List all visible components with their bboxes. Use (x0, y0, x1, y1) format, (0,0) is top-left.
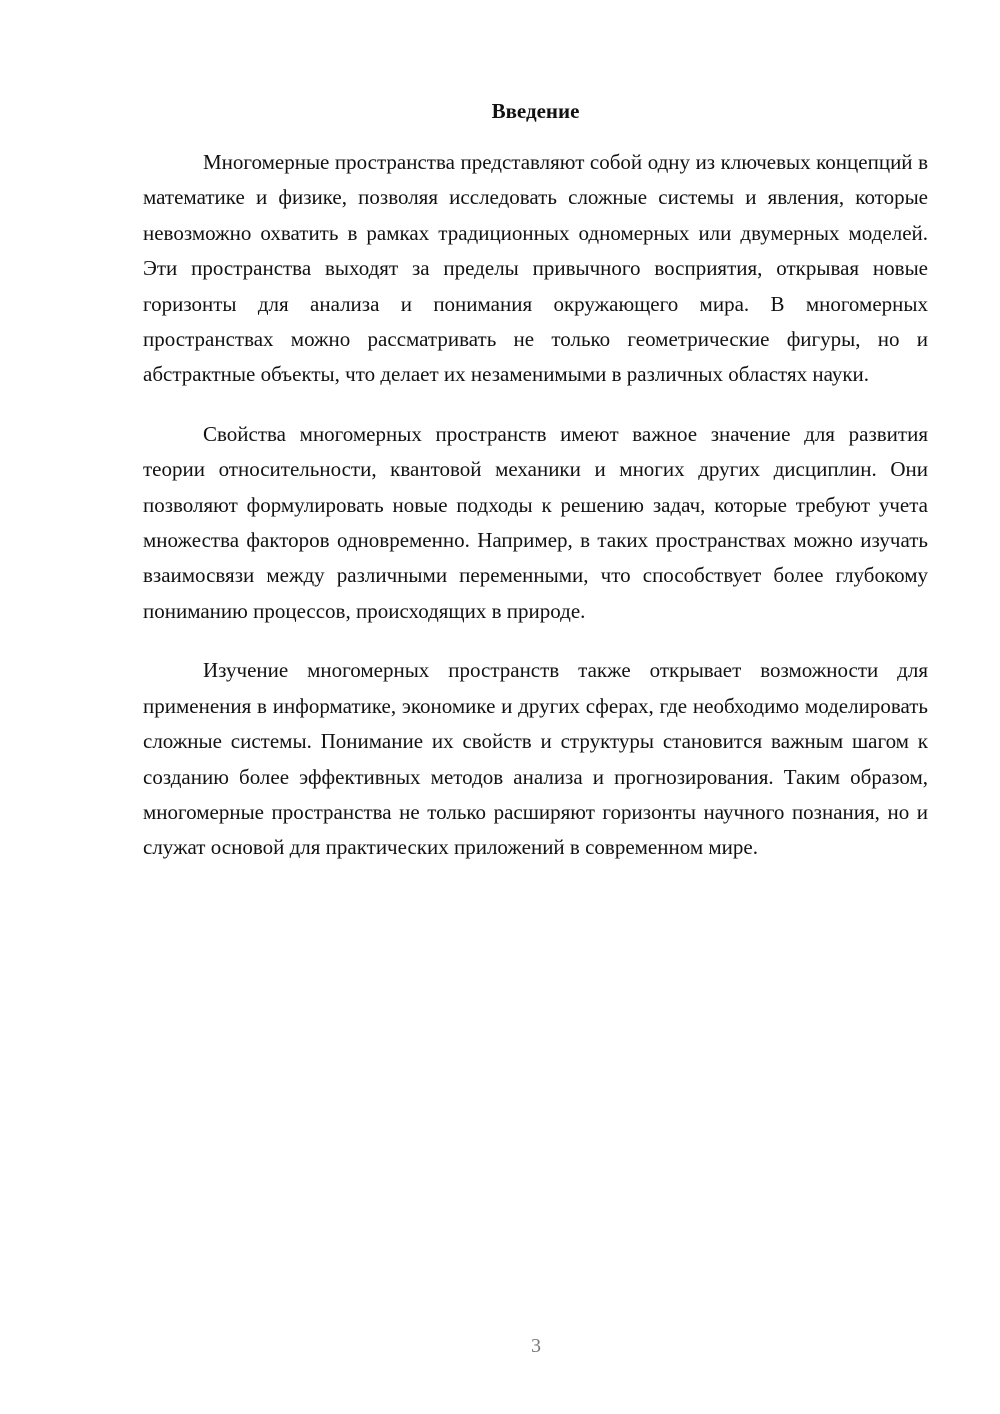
paragraph-1: Многомерные пространства представляют собой одну из ключевых концепций в математике и физике, позволяя исследовать сложные системы и явления, которые невозможно охватить в рамках традиционных одномерных или двумерных моделей. Эти пространства выходят за пределы привычного восприятия, открывая новые горизонты для анализа и понимания окружающего мира. В многомерных пространствах можно рассматривать не только геометрические фигуры, но и абстрактные объекты, что делает их незаменимыми в различных областях науки. (143, 150, 928, 387)
section-title: Введение (491, 99, 580, 123)
paragraph-2: Свойства многомерных пространств имеют важное значение для развития теории относительности, квантовой механики и многих других дисциплин. Они позволяют формулировать новые подходы к решению задач, которые требуют учета множества факторов одновременно. Например, в таких пространствах можно изучать взаимосвязи между различными переменными, что способствует более глубокому пониманию процессов, происходящих в природе. (143, 421, 928, 623)
page-number: 3 (531, 1335, 541, 1357)
page-content (143, 96, 928, 866)
paragraph-3: Изучение многомерных пространств также открывает возможности для применения в информатике, экономике и других сферах, где необходимо моделировать сложные системы. Понимание их свойств и структуры становится важным шагом к созданию более эффективных методов анализа и прогнозирования. Таким образом, многомерные пространства не только расширяют горизонты научного познания, но и служат основой для практических приложений в современном мире. (143, 658, 928, 860)
